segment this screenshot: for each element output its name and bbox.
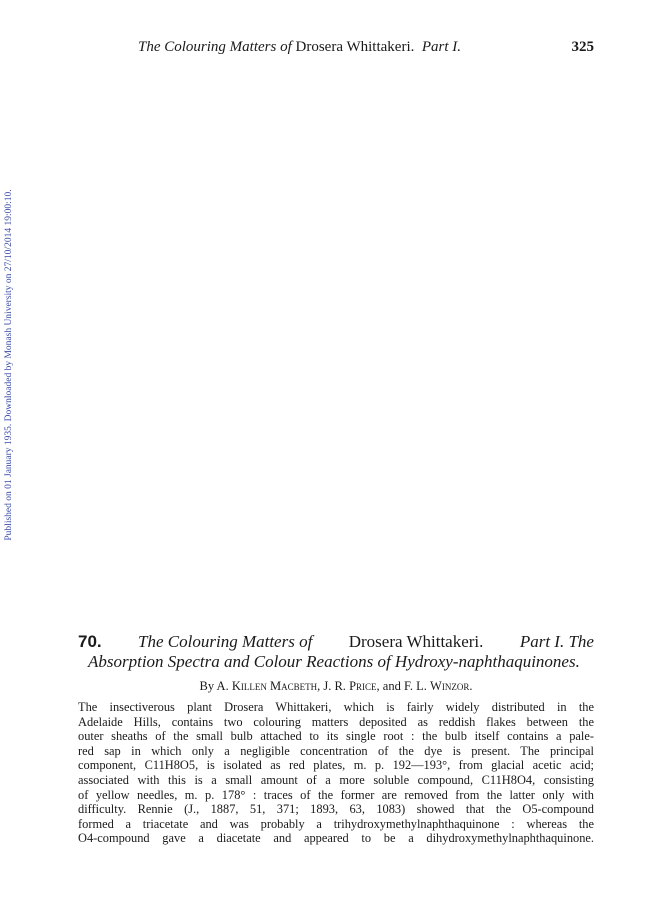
- body-line: red sap in which only a negligible concentration of the dye is present. The principal: [78, 743, 594, 758]
- page-number: 325: [571, 39, 594, 55]
- article-title-line-2-text: Absorption Spectra and Colour Reactions of Hydroxy-naphthaquinones.: [88, 652, 580, 671]
- article-number: 70.: [78, 632, 102, 651]
- article-title-italic-a: The Colouring Matters of: [138, 632, 313, 651]
- body-line: component, C11H8O5, is isolated as red plates, m. p. 192—193°, from glacial acetic acid;: [78, 758, 594, 773]
- body-line: Adelaide Hills, contains two colouring matters deposited as reddish flakes between the: [78, 714, 594, 729]
- author-price: Price,: [349, 679, 380, 693]
- running-head-plain: Drosera Whittakeri.: [295, 39, 415, 55]
- author-initials-price: J. R.: [323, 679, 346, 693]
- article-title-line-1: [78, 632, 594, 652]
- running-head-italic: The Colouring Matters of: [138, 39, 292, 55]
- author-winzor: Winzor.: [430, 679, 473, 693]
- byline: [78, 678, 594, 694]
- body-line: difficulty. Rennie (J., 1887, 51, 371; 1893, 63, 1083) showed that the O5-compound: [78, 802, 594, 817]
- body-line: associated with this is a small amount of a more soluble compound, C11H8O4, consisting: [78, 772, 594, 787]
- body-line: The insectiverous plant Drosera Whittakeri, which is fairly widely distributed in the: [78, 700, 594, 714]
- download-watermark-text: Published on 01 January 1935. Downloaded by Monash University on 27/10/2014 19:00:10.: [4, 189, 14, 541]
- byline-prefix: By A.: [199, 679, 229, 693]
- running-head: [138, 36, 594, 58]
- author-macbeth: Killen Macbeth,: [231, 679, 321, 693]
- download-watermark: [1, 160, 17, 570]
- paragraph-1: [78, 700, 594, 846]
- running-head-title: [138, 36, 461, 58]
- body-line: O4-compound gave a diacetate and appeared to be a dihydroxymethylnaphthaquinone.: [78, 831, 594, 846]
- byline-and: and F. L.: [382, 679, 427, 693]
- body-line: of yellow needles, m. p. 178° : traces of the former are removed from the latter only with: [78, 787, 594, 802]
- body-paragraph: [78, 700, 594, 846]
- running-head-part: Part I.: [421, 39, 462, 55]
- article-title-line-2: [78, 652, 594, 672]
- article-title-plain: Drosera Whittakeri.: [348, 632, 484, 651]
- article-title: [78, 632, 594, 672]
- body-line: outer sheaths of the small bulb attached to its single root : the bulb itself contains a pale-: [78, 729, 594, 744]
- body-line: formed a triacetate and was probably a trihydroxymethylnaphthaquinone : whereas the: [78, 816, 594, 831]
- article-title-italic-b: Part I. The: [519, 632, 594, 651]
